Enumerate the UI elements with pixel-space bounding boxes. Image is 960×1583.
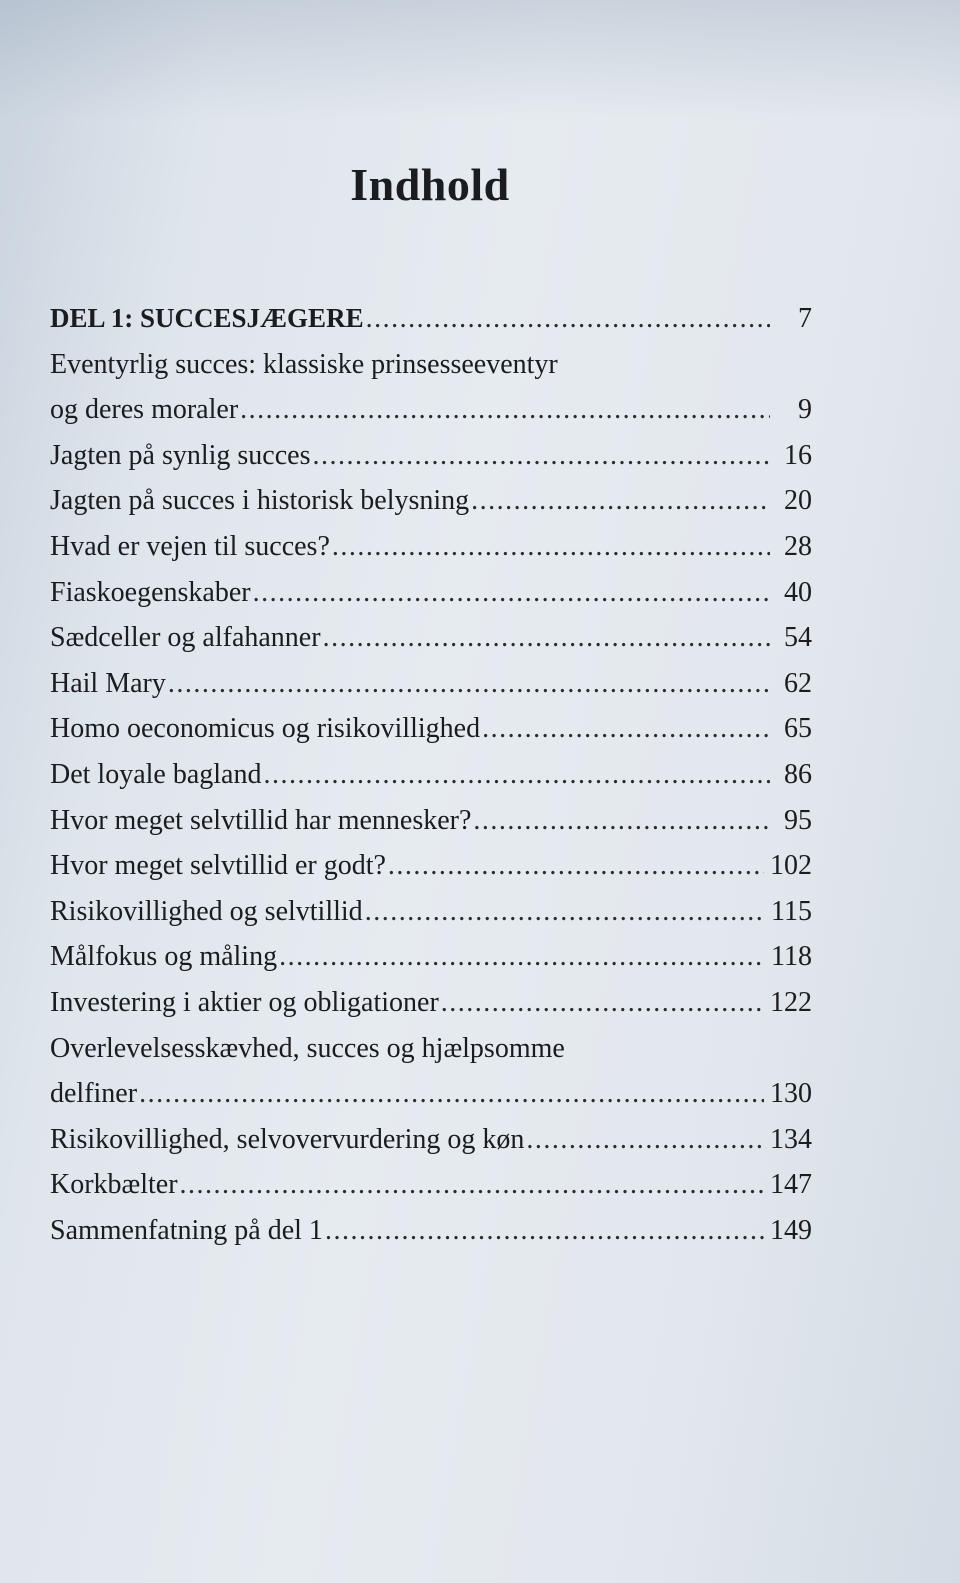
toc-entry-first-line — [50, 342, 812, 388]
page-title: Indhold — [350, 159, 510, 210]
toc-entry-label: Det loyale bagland — [50, 758, 262, 790]
toc-leader-dots — [253, 570, 770, 616]
toc-entry — [50, 798, 812, 844]
toc-page-number: 102 — [770, 850, 812, 882]
toc-page-number: 28 — [784, 530, 812, 562]
toc-leader-dots — [482, 706, 770, 752]
toc-leader-dots — [366, 296, 770, 342]
toc-entry — [50, 706, 812, 752]
toc-entry — [50, 661, 812, 707]
toc-entry-label: Korkbælter — [50, 1169, 178, 1201]
toc-page-number: 62 — [784, 667, 812, 699]
toc-entry — [50, 478, 812, 524]
toc-page-number: 65 — [784, 713, 812, 745]
toc-leader-dots — [325, 1208, 764, 1254]
toc-leader-dots — [526, 1117, 764, 1163]
toc-page-number: 130 — [770, 1078, 812, 1110]
toc-entry-label: Risikovillighed og selvtillid — [50, 895, 363, 927]
toc-entry-label: Sammenfatning på del 1 — [50, 1214, 323, 1246]
toc-part-label: DEL 1: SUCCESJÆGERE — [50, 303, 364, 333]
toc-entry-label-line1: Overlevelsesskævhed, succes og hjælpsomme — [50, 1032, 565, 1064]
toc-leader-dots — [263, 752, 770, 798]
toc-entry-label: Sædceller og alfahanner — [50, 622, 321, 654]
toc-leader-dots — [279, 934, 765, 980]
toc-leader-dots — [332, 524, 770, 570]
toc-entry-label: Homo oeconomicus og risikovillighed — [50, 713, 481, 745]
toc-entry-label: Hvad er vejen til succes? — [50, 530, 330, 562]
toc-leader-dots — [441, 980, 764, 1026]
toc-entry-label: Målfokus og måling — [50, 941, 278, 973]
toc-entry-first-line — [50, 1026, 812, 1072]
toc-entry-label: Hvor meget selvtillid har mennesker? — [50, 804, 472, 836]
toc-leader-dots — [168, 661, 770, 707]
toc-entry — [50, 752, 812, 798]
toc-leader-dots — [471, 478, 770, 524]
toc-entry-label: Hvor meget selvtillid er godt? — [50, 850, 386, 882]
toc-entry — [50, 387, 812, 433]
toc-page-number: 54 — [784, 622, 812, 654]
toc-page-number: 149 — [770, 1214, 812, 1246]
toc-part-heading — [50, 296, 812, 342]
toc-leader-dots — [365, 889, 765, 935]
toc-page-number: 40 — [784, 576, 812, 608]
toc-page-number: 147 — [770, 1169, 812, 1201]
toc-entry-label: Jagten på synlig succes — [50, 439, 311, 471]
toc-entry — [50, 615, 812, 661]
toc-entry-label: Fiaskoegenskaber — [50, 576, 251, 608]
toc-page-number: 9 — [798, 394, 812, 426]
toc-entry-label: Jagten på succes i historisk belysning — [50, 485, 470, 517]
toc-entry — [50, 889, 812, 935]
toc-leader-dots — [180, 1162, 764, 1208]
toc-page-number: 86 — [784, 758, 812, 790]
toc-entry — [50, 1162, 812, 1208]
toc-entry — [50, 524, 812, 570]
toc-entry-label: Hail Mary — [50, 667, 166, 699]
toc-entry-label: og deres moraler — [50, 394, 239, 426]
toc-entry — [50, 1071, 812, 1117]
toc-entry-label-line1: Eventyrlig succes: klassiske prinsesseeventyr — [50, 348, 558, 380]
toc-leader-dots — [139, 1071, 764, 1117]
toc-leader-dots — [473, 798, 770, 844]
toc-entry — [50, 1208, 812, 1254]
toc-entry — [50, 934, 812, 980]
toc-entry-label: delfiner — [50, 1078, 138, 1110]
table-of-contents — [50, 296, 812, 1253]
toc-page-number: 134 — [770, 1123, 812, 1155]
toc-page-number: 118 — [771, 941, 812, 973]
toc-leader-dots — [388, 843, 764, 889]
toc-entry — [50, 433, 812, 479]
toc-entry — [50, 843, 812, 889]
toc-page-number: 95 — [784, 804, 812, 836]
toc-entry — [50, 1117, 812, 1163]
page-shadow — [0, 0, 960, 120]
toc-page-number: 16 — [784, 439, 812, 471]
toc-leader-dots — [240, 387, 770, 433]
toc-entry-label: Risikovillighed, selvovervurdering og køn — [50, 1123, 525, 1155]
toc-entry — [50, 980, 812, 1026]
toc-page-number: 115 — [771, 895, 812, 927]
toc-page-number: 7 — [798, 303, 812, 334]
toc-leader-dots — [323, 615, 770, 661]
toc-page-number: 20 — [784, 485, 812, 517]
toc-entry — [50, 570, 812, 616]
toc-entry-label: Investering i aktier og obligationer — [50, 986, 439, 1018]
toc-page-number: 122 — [770, 986, 812, 1018]
toc-leader-dots — [313, 433, 771, 479]
